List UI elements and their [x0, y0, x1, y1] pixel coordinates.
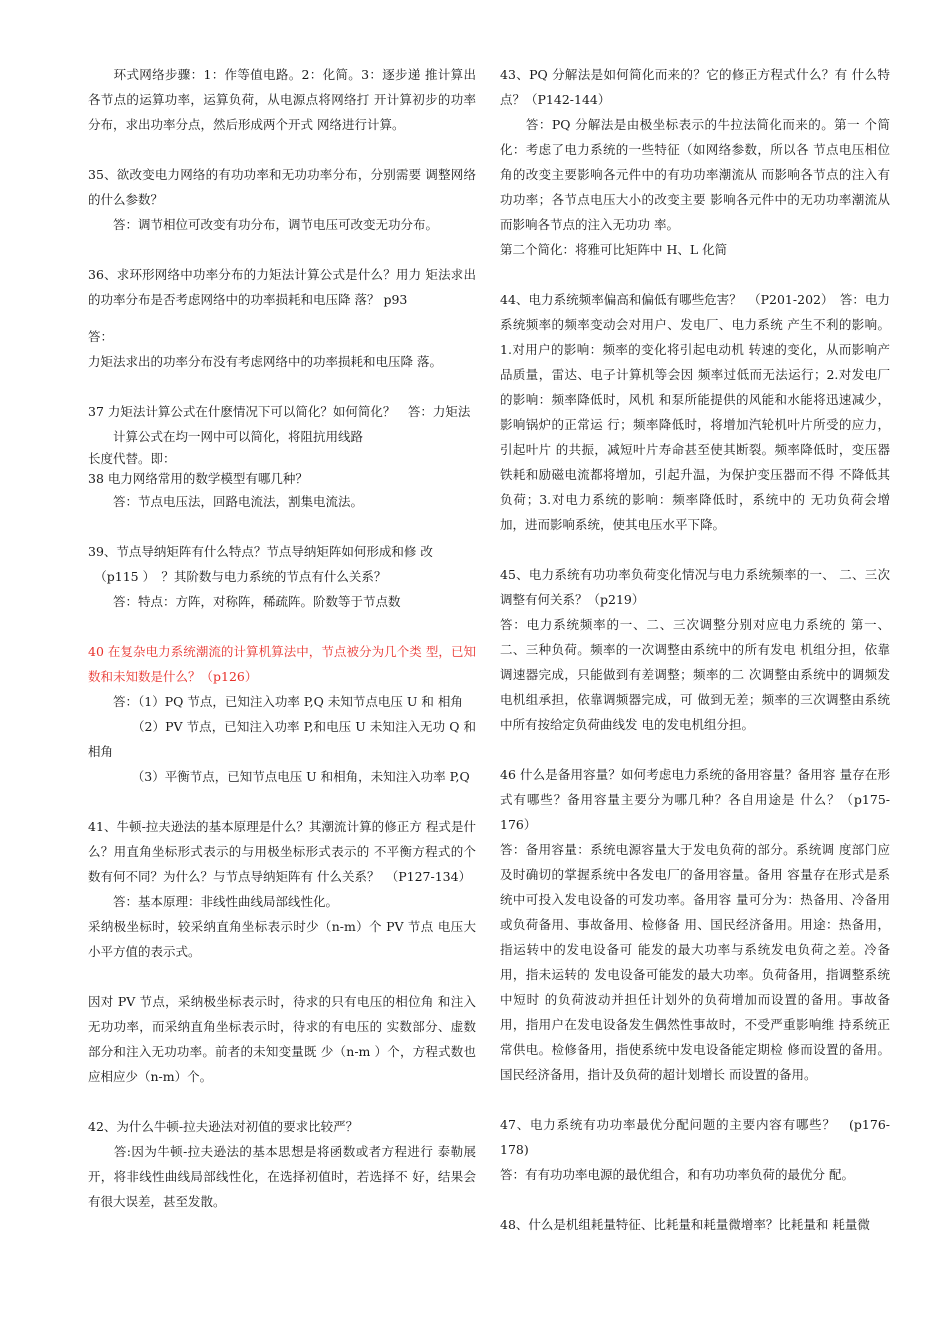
right-column	[500, 62, 890, 1237]
answer-38: 答：节点电压法，回路电流法，割集电流法。	[88, 494, 364, 509]
question-answer-44: 44、电力系统频率偏高和偏低有哪些危害？ （P201-202） 答：电力系统频率的频率变动会对用户、发电厂、电力系统 产生不利的影响。1.对用户的影响：频率的变化将引起电动机 转速的变化，从而影响产品质量，雷达、电子计算机等会因 频率过低而无法运行；2.对发电厂的影响：频率降低时，风机 和泵所能提供的风能和水能将迅速减少，影响锅炉的正常运 行；频率降低时，将增加汽轮机叶片所受的应力，引起叶片 的共振，减短叶片寿命甚至使其断裂。频率降低时，变压器 铁耗和励磁电流都将增加，引起升温，为保护变压器而不得 不降低其负荷；3.对电力系统的影响：频率降低时，系统中的 无功负荷会增加，进而影响系统，使其电压水平下降。	[500, 292, 890, 532]
answer-43-second: 第二个简化：将雅可比矩阵中 H、L 化简	[500, 242, 728, 257]
question-43: 43、PQ 分解法是如何简化而来的？它的修正方程式什么？有 什么特点？（P142-144）	[500, 67, 890, 107]
question-47: 47、电力系统有功功率最优分配问题的主要内容有哪些？ (p176-178)	[500, 1117, 890, 1157]
answer-41-polar: 采纳极坐标时，较采纳直角坐标表示时少（n-m）个 PV 节点 电压大小平方值的表示式。	[88, 919, 476, 959]
question-37: 37 力矩法计算公式在什麽情况下可以简化？如何简化？ 答：力矩法	[88, 404, 471, 419]
question-40-highlighted: 40 在复杂电力系统潮流的计算机算法中，节点被分为几个类 型，已知数和未知数是什么？（p126）	[88, 644, 476, 684]
question-35: 35、欲改变电力网络的有功功率和无功功率分布，分别需要 调整网络的什么参数？	[88, 167, 476, 207]
answer-40-slack: （3）平衡节点，已知节点电压 U 和相角，未知注入功率 P,Q	[88, 769, 470, 784]
question-46: 46 什么是备用容量？如何考虑电力系统的备用容量？备用容 量存在形式有哪些？备用容量主要分为哪几种？各自用途是 什么？（p175-176）	[500, 767, 890, 832]
answer-35: 答：调节相位可改变有功分布，调节电压可改变无功分布。	[88, 217, 439, 232]
question-38: 38 电力网络常用的数学模型有哪几种？	[88, 471, 308, 486]
question-39-line2: （p115 ） ？其阶数与电力系统的节点有什么关系？	[88, 569, 387, 584]
answer-41-principle: 答：基本原理：非线性曲线局部线性化。	[88, 894, 339, 909]
answer-39: 答：特点：方阵，对称阵，稀疏阵。阶数等于节点数	[88, 594, 401, 609]
answer-46: 答：备用容量：系统电源容量大于发电负荷的部分。系统调 度部门应及时确切的掌握系统中各发电厂的备用容量。备用 容量存在形式是系统中可投入发电设备的可发功率。备用容 量可分为：热备用、冷备用或负荷备用、事故备用、检修备 用、国民经济备用。用途：热备用，指运转中的发电设备可 能发的最大功率与系统发电负荷之差。冷备用，指未运转的 发电设备可能发的最大功率。负荷备用，指调整系统中短时 的负荷波动并担任计划外的负荷增加而设置的备用。事故备 用，指用户在发电设备发生偶然性事故时，不受严重影响维 持系统正常供电。检修备用，指使系统中发电设备能定期检 修而设置的备用。国民经济备用，指计及负荷的超计划增长 而设置的备用。	[500, 842, 890, 1082]
answer-40-pv: （2）PV 节点，已知注入功率 P,和电压 U 未知注入无功 Q 和相角	[88, 719, 476, 759]
answer-36-label: 答：	[88, 329, 114, 344]
question-42: 42、为什么牛顿-拉夫逊法对初值的要求比较严？	[88, 1119, 359, 1134]
q34-answer-continued: 环式网络步骤：1：作等值电路。2：化简。3：逐步递 推计算出各节点的运算功率，运算负荷，从电源点将网络打 开计算初步的功率分布，求出功率分点，然后形成两个开式 网络进行计算。	[88, 67, 476, 132]
answer-47: 答：有有功功率电源的最优组合，和有功功率负荷的最优分 配。	[500, 1167, 854, 1182]
answer-40-pq: 答：（1）PQ 节点，已知注入功率 P,Q 未知节点电压 U 和 相角	[88, 694, 463, 709]
question-39: 39、节点导纳矩阵有什么特点？节点导纳矩阵如何形成和修 改	[88, 544, 433, 559]
answer-43: 答：PQ 分解法是由极坐标表示的牛拉法简化而来的。第一 个简化：考虑了电力系统的一些特征（如网络参数，所以各 节点电压相位角的改变主要影响各元件中的有功功率潮流从 而影响各节点的注入有功功率；各节点电压大小的改变主要 影响各元件中的无功功率潮流从而影响各节点的注入无功功 率。	[500, 117, 890, 232]
answer-37-line3: 长度代替。即：	[88, 451, 176, 466]
answer-36: 力矩法求出的功率分布没有考虑网络中的功率损耗和电压降 落。	[88, 354, 442, 369]
answer-41-reason: 因对 PV 节点，采纳极坐标表示时，待求的只有电压的相位角 和注入无功功率，而采纳直角坐标表示时，待求的有电压的 实数部分、虚数部分和注入无功功率。前者的未知变量既 少（n-m ）个，方程式数也应相应少（n-m）个。	[88, 994, 476, 1084]
question-41: 41、牛顿-拉夫逊法的基本原理是什么？其潮流计算的修正方 程式是什么？用直角坐标形式表示的与用极坐标形式表示的 不平衡方程式的个数有何不同？为什么？与节点导纳矩阵有 什么关系？ （P127-134）	[88, 819, 476, 884]
question-48: 48、什么是机组耗量特征、比耗量和耗量微增率？比耗量和 耗量微	[500, 1217, 870, 1232]
answer-37-line2: 计算公式在均一网中可以简化，将阻抗用线路	[88, 429, 364, 444]
question-36: 36、求环形网络中功率分布的力矩法计算公式是什么？用力 矩法求出的功率分布是否考虑网络中的功率损耗和电压降 落？ p93	[88, 267, 476, 307]
question-45: 45、电力系统有功功率负荷变化情况与电力系统频率的一、 二、三次调整有何关系？（p219）	[500, 567, 890, 607]
answer-42: 答:因为牛顿-拉夫逊法的基本思想是将函数或者方程进行 泰勒展开，将非线性曲线局部线性化，在选择初值时，若选择不 好，结果会有很大误差，甚至发散。	[88, 1144, 476, 1209]
answer-45: 答：电力系统频率的一、二、三次调整分别对应电力系统的 第一、二、三种负荷。频率的一次调整由系统中的所有发电 机组分担，依靠调速器完成，只能做到有差调整；频率的二 次调整由系统中的调频发电机组承担，依靠调频器完成，可 做到无差；频率的三次调整由系统中所有按给定负荷曲线发 电的发电机组分担。	[500, 617, 890, 732]
left-column	[88, 62, 476, 1214]
